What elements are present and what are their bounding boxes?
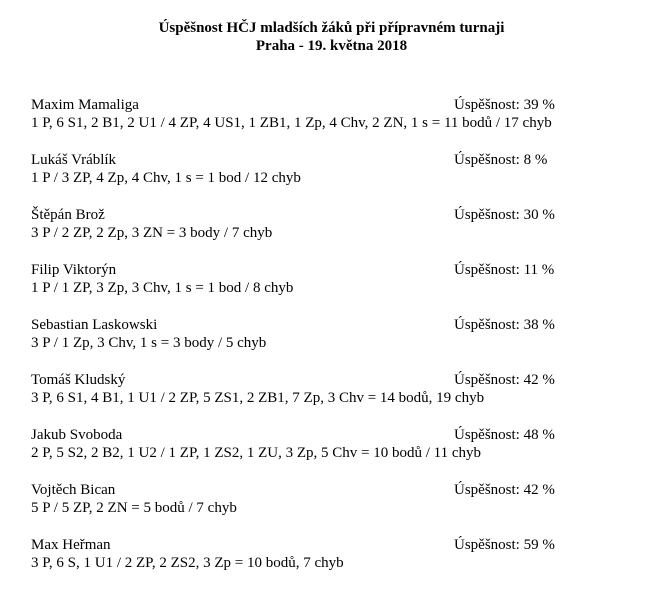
title-line-2: Praha - 19. května 2018 bbox=[255, 38, 408, 54]
player-name: Max Heřman bbox=[31, 537, 111, 553]
player-entry-4 bbox=[31, 316, 651, 371]
player-name: Štěpán Brož bbox=[31, 207, 105, 223]
player-list bbox=[31, 96, 651, 591]
player-success: Úspěšnost: 8 % bbox=[454, 152, 548, 168]
player-stats: 3 P / 1 Zp, 3 Chv, 1 s = 3 body / 5 chyb bbox=[31, 335, 267, 351]
player-success: Úspěšnost: 30 % bbox=[454, 207, 555, 223]
player-entry-2 bbox=[31, 206, 651, 261]
title-line-1: Úspěšnost HČJ mladších žáků při přípravném turnaji bbox=[158, 20, 505, 36]
player-name: Sebastian Laskowski bbox=[31, 317, 158, 333]
player-success: Úspěšnost: 11 % bbox=[454, 262, 555, 278]
player-stats: 1 P / 3 ZP, 4 Zp, 4 Chv, 1 s = 1 bod / 12 chyb bbox=[31, 170, 301, 186]
player-entry-5 bbox=[31, 371, 651, 426]
player-entry-1 bbox=[31, 151, 651, 206]
player-stats: 3 P, 6 S1, 4 B1, 1 U1 / 2 ZP, 5 ZS1, 2 ZB1, 7 Zp, 3 Chv = 14 bodů, 19 chyb bbox=[31, 390, 485, 406]
player-entry-7 bbox=[31, 481, 651, 536]
player-stats: 1 P, 6 S1, 2 B1, 2 U1 / 4 ZP, 4 US1, 1 ZB1, 1 Zp, 4 Chv, 2 ZN, 1 s = 11 bodů / 17 chyb bbox=[31, 115, 552, 131]
document-title bbox=[0, 19, 663, 55]
player-name: Maxim Mamaliga bbox=[31, 97, 139, 113]
player-name: Tomáš Kludský bbox=[31, 372, 126, 388]
player-stats: 1 P / 1 ZP, 3 Zp, 3 Chv, 1 s = 1 bod / 8 chyb bbox=[31, 280, 294, 296]
player-entry-3 bbox=[31, 261, 651, 316]
player-success: Úspěšnost: 48 % bbox=[454, 427, 555, 443]
player-stats: 3 P / 2 ZP, 2 Zp, 3 ZN = 3 body / 7 chyb bbox=[31, 225, 273, 241]
player-entry-0 bbox=[31, 96, 651, 151]
player-entry-6 bbox=[31, 426, 651, 481]
player-success: Úspěšnost: 59 % bbox=[454, 537, 555, 553]
player-success: Úspěšnost: 42 % bbox=[454, 372, 555, 388]
player-success: Úspěšnost: 39 % bbox=[454, 97, 555, 113]
player-name: Vojtěch Bican bbox=[31, 482, 116, 498]
player-success: Úspěšnost: 42 % bbox=[454, 482, 555, 498]
player-stats: 5 P / 5 ZP, 2 ZN = 5 bodů / 7 chyb bbox=[31, 500, 237, 516]
player-stats: 2 P, 5 S2, 2 B2, 1 U2 / 1 ZP, 1 ZS2, 1 ZU, 3 Zp, 5 Chv = 10 bodů / 11 chyb bbox=[31, 445, 482, 461]
player-stats: 3 P, 6 S, 1 U1 / 2 ZP, 2 ZS2, 3 Zp = 10 bodů, 7 chyb bbox=[31, 555, 344, 571]
player-name: Filip Viktorýn bbox=[31, 262, 117, 278]
player-name: Lukáš Vráblík bbox=[31, 152, 117, 168]
player-name: Jakub Svoboda bbox=[31, 427, 123, 443]
player-success: Úspěšnost: 38 % bbox=[454, 317, 555, 333]
player-entry-8 bbox=[31, 536, 651, 591]
